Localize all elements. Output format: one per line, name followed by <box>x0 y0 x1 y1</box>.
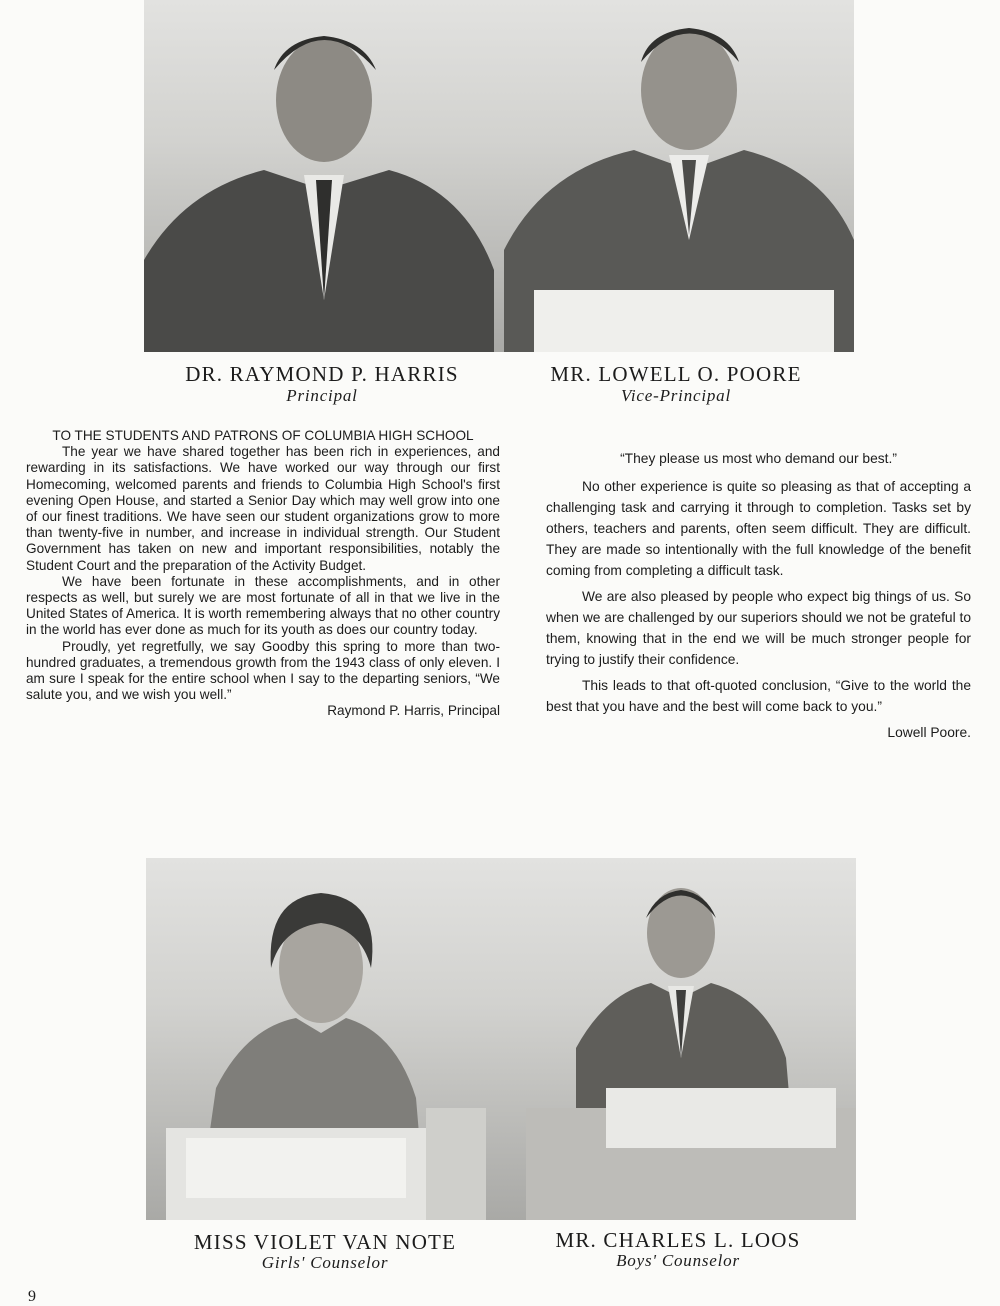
letter-quote: “They please us most who demand our best.” <box>620 451 897 466</box>
letter-paragraph: This leads to that oft-quoted conclusion, “Give to the world the best that you have and the best will come back to you.” <box>546 678 971 714</box>
principal-title: Principal <box>286 386 358 405</box>
photo-principal-and-vice-principal <box>144 0 854 352</box>
letter-paragraph: We have been fortunate in these accomplishments, and in other respects as well, but surely we are most fortunate of all in that we live in the United States of America. It is worth remembering always that no other country in the world has ever done as much for its youth as does our country today. <box>26 573 500 638</box>
boys-counselor-name: MR. CHARLES L. LOOS <box>555 1228 801 1252</box>
girls-counselor-title: Girls' Counselor <box>261 1253 389 1272</box>
principal-name: DR. RAYMOND P. HARRIS <box>185 362 459 386</box>
letter-signature: Raymond P. Harris, Principal <box>327 703 500 719</box>
vice-principal-title: Vice-Principal <box>620 386 731 405</box>
letter-heading: TO THE STUDENTS AND PATRONS OF COLUMBIA HIGH SCHOOL <box>52 428 474 443</box>
letter-signature: Lowell Poore. <box>887 725 971 740</box>
portrait-illustration <box>144 0 854 352</box>
portrait-illustration <box>146 858 856 1220</box>
letter-paragraph: Proudly, yet regretfully, we say Goodby this spring to more than two-hundred graduates, a tremendous growth from the 1943 class of only eleven. I am sure I speak for the entire school when I say to the departing seniors, “We salute you, and we wish you well.” <box>26 638 500 703</box>
girls-counselor-name: MISS VIOLET VAN NOTE <box>193 1230 457 1254</box>
letter-paragraph: We are also pleased by people who expect big things of us. So when we are challenged by our superiors should we not be grateful to them, knowing that in the end we will be much stronger people for trying to justify their confidence. <box>546 589 971 667</box>
letter-paragraph: The year we have shared together has been rich in experiences, and rewarding in its satisfactions. We have worked our way through our first Homecoming, welcomed parents and friends to Columbia High School's first evening Open House, and started a Senior Day which may well grow into one of our finest traditions. We have seen our student organizations grow to more than twenty-five in number, and increase in individual strength. Our Student Government has taken on new and important responsibilities, notably the Student Court and the preparation of the Activity Budget. <box>26 444 500 573</box>
principal-letter <box>26 428 500 720</box>
vice-principal-letter <box>546 448 971 748</box>
photo-counselors <box>146 858 856 1220</box>
boys-counselor-title: Boys' Counselor <box>616 1251 740 1270</box>
letter-paragraph: No other experience is quite so pleasing as that of accepting a challenging task and carrying it through to completion. Tasks set by others, teachers and parents, often seem difficult. They are difficult. They are made so intentionally with the full knowledge of the benefit coming from completing a difficult task. <box>546 479 971 578</box>
vice-principal-name: MR. LOWELL O. POORE <box>550 362 802 386</box>
page-number: 9 <box>28 1288 36 1305</box>
